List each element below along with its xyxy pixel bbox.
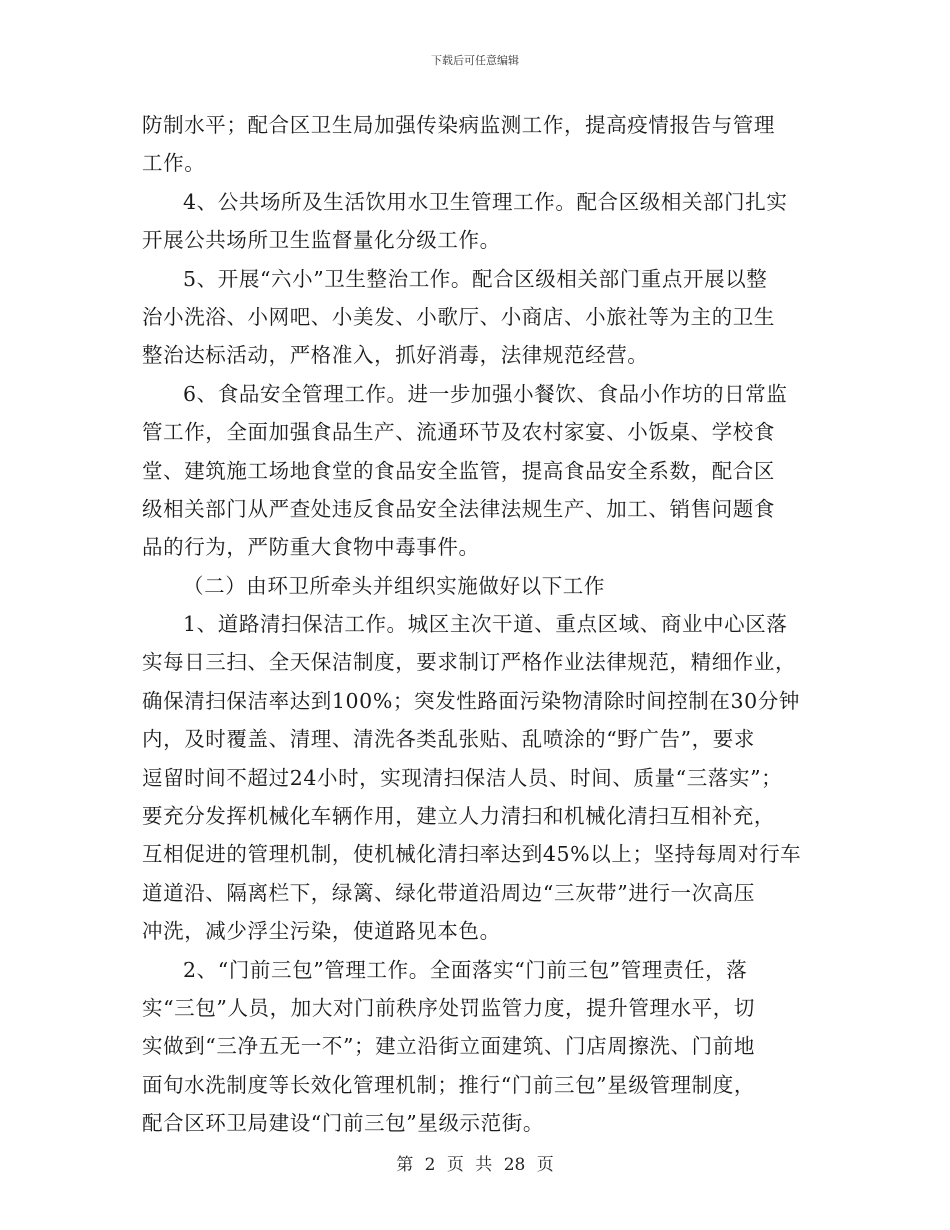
text-line: 内，及时覆盖、清理、清洗各类乱张贴、乱喷涂的“野广告”，要求 — [142, 727, 755, 752]
text-line: 逗留时间不超过24小时，实现清扫保洁人员、时间、质量“三落实”； — [142, 765, 783, 790]
text-line: 防制水平；配合区卫生局加强传染病监测工作，提高疫情报告与管理 — [142, 113, 775, 137]
text-line: 配合区环卫局建设“门前三包”星级示范街。 — [142, 1111, 544, 1136]
text-line: 道道沿、隔离栏下，绿篱、绿化带道沿周边“三灰带”进行一次高压 — [142, 880, 755, 905]
document-body — [142, 106, 812, 1143]
text-line: 品的行为，严防重大食物中毒事件。 — [142, 535, 480, 560]
text-line: 冲洗，减少浮尘污染，使道路见本色。 — [142, 919, 501, 944]
text-line: 开展公共场所卫生监督量化分级工作。 — [142, 228, 501, 253]
text-line: 4、公共场所及生活饮用水卫生管理工作。配合区级相关部门扎实 — [183, 189, 788, 214]
text-line: 实做到“三净五无一不”；建立沿街立面建筑、门店周擦洗、门前地 — [142, 1034, 755, 1059]
text-line: 1、道路清扫保洁工作。城区主次干道、重点区域、商业中心区落 — [183, 612, 788, 637]
text-line: （二）由环卫所牵头并组织实施做好以下工作 — [183, 573, 605, 598]
text-line: 治小洗浴、小网吧、小美发、小歌厅、小商店、小旅社等为主的卫生 — [142, 304, 775, 329]
text-line: 整治达标活动，严格准入，抓好消毒，法律规范经营。 — [142, 343, 649, 368]
text-line: 管工作，全面加强食品生产、流通环节及农村家宴、小饭桌、学校食 — [142, 420, 775, 445]
text-line: 5、开展“六小”卫生整治工作。配合区级相关部门重点开展以整 — [183, 266, 768, 291]
page-footer: 第 2 页 共 28 页 — [396, 1155, 554, 1175]
text-line: 实“三包”人员，加大对门前秩序处罚监管力度，提升管理水平，切 — [142, 995, 755, 1020]
text-line: 堂、建筑施工场地食堂的食品安全监管，提高食品安全系数，配合区 — [142, 458, 775, 483]
text-line: 互相促进的管理机制，使机械化清扫率达到45%以上；坚持每周对行车 — [142, 842, 802, 867]
text-line: 面旬水洗制度等长效化管理机制；推行“门前三包”星级管理制度， — [142, 1072, 755, 1097]
page-header: 下载后可任意编辑 — [431, 54, 519, 67]
text-line: 实每日三扫、全天保洁制度，要求制订严格作业法律规范，精细作业， — [142, 650, 797, 675]
text-line: 要充分发挥机械化车辆作用，建立人力清扫和机械化清扫互相补充， — [142, 804, 775, 829]
text-line: 6、食品安全管理工作。进一步加强小餐饮、食品小作坊的日常监 — [183, 381, 788, 406]
text-line: 确保清扫保洁率达到100%；突发性路面污染物清除时间控制在30分钟 — [142, 688, 800, 713]
text-line: 级相关部门从严查处违反食品安全法律法规生产、加工、销售问题食 — [142, 496, 775, 521]
text-line: 2、“门前三包”管理工作。全面落实“门前三包”管理责任，落 — [183, 957, 748, 982]
text-line: 工作。 — [142, 151, 206, 176]
